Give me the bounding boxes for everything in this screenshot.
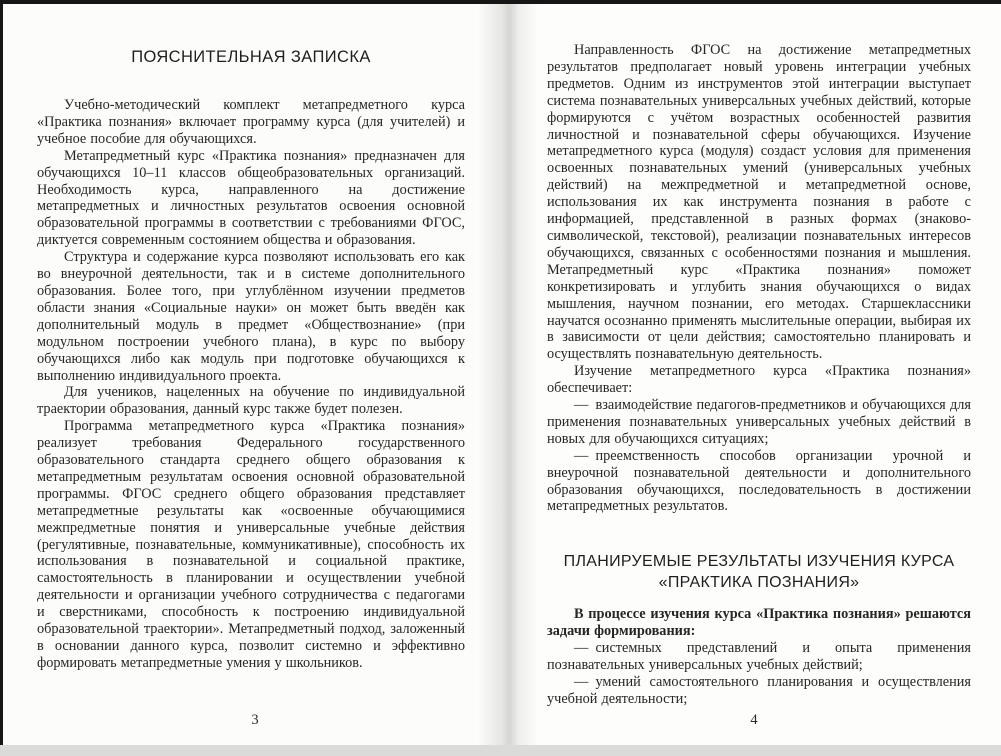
right-page-text-column [547,42,971,708]
list-item-dash: — преемственность способов организации урочной и внеурочной познавательной деятельности и дополнительного образования обучающихся, последовательность в достижении метапредметных результатов. [547,447,971,515]
list-item-dash: — взаимодействие педагогов-предметников и обучающихся для применения познавательных универсальных учебных действий в новых для обучающихся ситуациях; [547,397,971,447]
section-heading [547,551,971,593]
list-item-dash: — системных представлений и опыта применения познавательных универсальных учебных действий; [547,640,971,674]
section-heading-line2: «ПРАКТИКА ПОЗНАНИЯ» [658,574,860,592]
scanner-background-strip [0,745,1001,756]
paragraph: Метапредметный курс «Практика познания» предназначен для обучающихся 10–11 классов общеобразовательных организаций. Необходимость курса, направленного на достижение метапредметных и личностных результатов освоения основной образовательной программы в соответствии с требованиями ФГОС, диктуется современным состоянием общества и образования. [37,147,465,249]
page-number-right: 4 [750,712,758,728]
paragraph: Для учеников, нацеленных на обучение по индивидуальной траектории образования, данный курс также будет полезен. [37,384,465,418]
list-item-dash: — умений самостоятельного планирования и осуществления учебной деятельности; [547,674,971,707]
paragraph: Структура и содержание курса позволяют использовать его как во внеурочной деятельности, так и в системе дополнительного образования. Более того, при углублённом изучении предметов области знания «Социальные науки» он может быть введён как дополнительный модуль в предмет «Обществознание» (при модульном построении учебного плана), в курс по выбору обучающихся либо как модуль при подготовке обучающихся к выполнению индивидуального проекта. [37,249,465,384]
page-number-left: 3 [251,712,259,728]
paragraph: Программа метапредметного курса «Практика познания» реализует требования Федерального государственного образовательного стандарта среднего общего образования к метапредметным результатам освоения основной образовательной программы. ФГОС среднего общего образования представляет метапредметные результаты как «освоенные обучающимися межпредметные понятия и универсальные учебные действия (регулятивные, познавательные, коммуникативные), способность их использования в познавательной и социальной практике, самостоятельность в планировании и осуществлении учебной деятельности и организации учебного сотрудничества с педагогами и сверстниками, способность к построению индивидуальной образовательной траектории». Метапредметный подход, заложенный в основании данного курса, позволит системно и эффективно формировать метапредметные умения у школьников. [37,418,465,671]
paragraph: Учебно-методический комплект метапредметного курса «Практика познания» включает программу курса (для учителей) и учебное пособие для обучающихся. [37,97,465,147]
paragraph: Изучение метапредметного курса «Практика познания» обеспечивает: [547,363,971,397]
left-page-text-column [37,42,465,672]
section-heading-line1: ПЛАНИРУЕМЫЕ РЕЗУЛЬТАТЫ ИЗУЧЕНИЯ КУРСА [563,553,955,571]
chapter-heading: ПОЯСНИТЕЛЬНАЯ ЗАПИСКА [131,48,371,66]
tasks-intro-paragraph: В процессе изучения курса «Практика познания» решаются задачи формирования: [547,606,971,640]
paragraph: Направленность ФГОС на достижение метапредметных результатов предполагает новый уровень интеграции учебных предметов. Одним из инструментов этой интеграции выступает система познавательных универсальных учебных действий, которые формируются с учётом возрастных особенностей развития личностной и познавательной сферы обучающихся. Изучение метапредметного курса (модуля) создаст условия для применения освоенных познавательных умений (универсальных учебных действий) на межпредметной и метапредметной основе, использования их как инструмента познания в работе с информацией, представленной в разных формах (знаково-символической, текстовой), реализации познавательных интересов обучающихся, связанных с особенностями познания и мышления. Метапредметный курс «Практика познания» поможет конкретизировать и углубить знания обучающихся о видах мышления, научном познании, его методах. Старшеклассники научатся осознанно применять мыслительные операции, выбирая их в зависимости от цели действия; самостоятельно планировать и осуществлять познавательную деятельность. [547,42,971,363]
